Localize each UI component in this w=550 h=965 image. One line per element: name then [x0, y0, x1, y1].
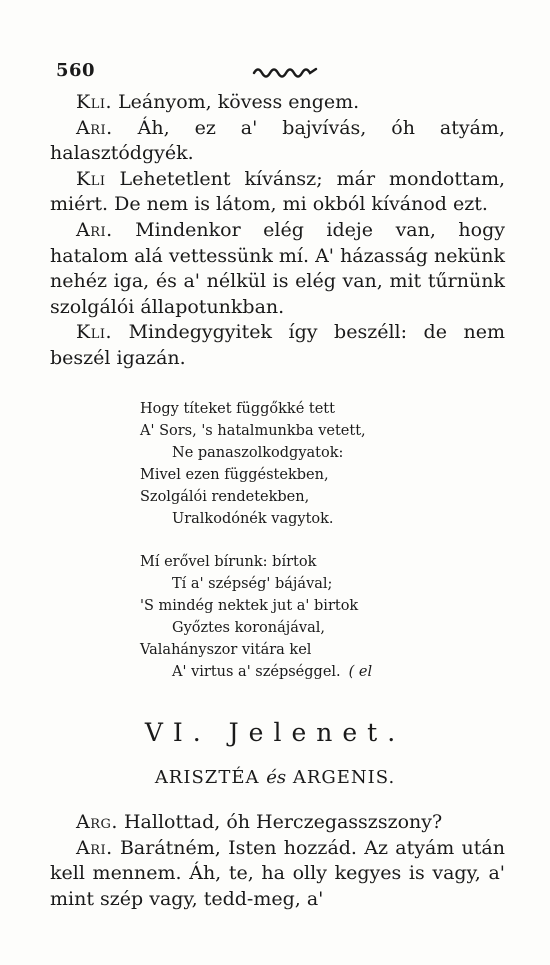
dialogue-line: [50, 810, 505, 836]
poem-line: Valahányszor vitára kel: [140, 642, 312, 658]
speaker-label: Kli.: [76, 321, 113, 344]
cast-name: ARGENIS.: [292, 767, 396, 788]
poem-stanza-1: [140, 398, 480, 530]
poem-stanza-2: [140, 551, 480, 683]
dialogue-line: [50, 836, 505, 913]
cast-conjunction: és: [266, 767, 287, 788]
dialogue-text: Barátném, Isten hozzád. Az atyám után kell mennem. Áh, te, ha olly kegyes is vagy, a' mint szép vagy, tedd-meg, a': [50, 836, 505, 910]
page-header: [56, 60, 496, 86]
dialogue-text: Lehetetlent kívánsz; már mondottam, miért. De nem is látom, mi okból kívánod ezt.: [50, 167, 505, 216]
poem-line: Uralkodónék vagytok.: [172, 511, 334, 527]
dialogue-text: Mindegygyitek így beszéll: de nem beszél igazán.: [50, 321, 505, 369]
speaker-label: Ari.: [76, 836, 113, 859]
speaker-label: Kli.: [76, 91, 113, 113]
dialogue-line: [50, 218, 505, 320]
poem-line: [140, 661, 480, 683]
dialogue-block-1: [50, 90, 505, 372]
stage-direction: ( el: [348, 664, 373, 680]
dialogue-line: [50, 90, 505, 116]
dialogue-text: Mindenkor elég ideje van, hogy hatalom alá vettessünk mí. A' házasság nekünk nehéz iga, és a' nélkül is elég van, mit tűrnünk szolgálói állapotunkban.: [50, 218, 505, 318]
poem-line: Hogy títeket függőkké tett: [140, 401, 335, 417]
dialogue-block-2: [50, 810, 505, 912]
speaker-label: Ari.: [76, 218, 113, 241]
speaker-label: Arg.: [76, 811, 118, 833]
page-number: 560: [56, 60, 96, 81]
speaker-label: Ari.: [76, 116, 113, 139]
poem-line: Mivel ezen függéstekben,: [140, 467, 329, 483]
poem-line: Szolgálói rendetekben,: [140, 489, 310, 505]
dialogue-text: Leányom, kövess engem.: [118, 91, 360, 113]
poem-line: 'S mindég nektek jut a' birtok: [140, 598, 359, 614]
dialogue-line: [50, 320, 505, 371]
poem-line-text: A' virtus a' szépséggel.: [172, 664, 341, 680]
poem-line: Győztes koronájával,: [172, 620, 325, 636]
ornament-icon: [252, 64, 322, 78]
scene-cast: [0, 767, 550, 788]
poem-line: A' Sors, 's hatalmunkba vetett,: [140, 423, 366, 439]
poem-line: Ne panaszolkodgyatok:: [172, 445, 344, 461]
dialogue-text: Áh, ez a' bajvívás, óh atyám, halasztódgyék.: [50, 116, 505, 165]
scene-title: VI. Jelenet.: [144, 718, 406, 747]
dialogue-line: [50, 167, 505, 218]
speaker-label: Kli: [76, 167, 106, 190]
poem-line: Mí erővel bírunk: bírtok: [140, 554, 317, 570]
poem-line: Tí a' szépség' bájával;: [172, 576, 333, 592]
dialogue-text: Hallottad, óh Herczegasszszony?: [123, 811, 443, 833]
dialogue-line: [50, 116, 505, 167]
cast-name: ARISZTÉA: [154, 767, 260, 788]
